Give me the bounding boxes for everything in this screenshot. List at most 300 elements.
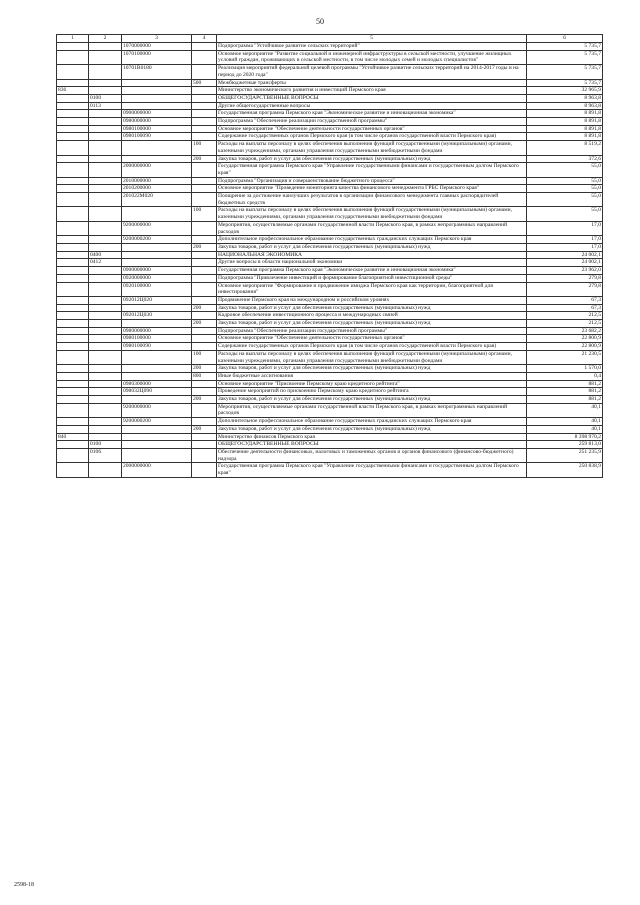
expense-type-cell [192, 125, 217, 133]
expense-type-cell [192, 418, 217, 426]
amount-cell: 5 735,7 [527, 65, 603, 79]
ministry-code-cell [57, 243, 89, 251]
ministry-code-cell [57, 193, 89, 207]
target-article-cell: 2000000000 [122, 163, 192, 177]
expense-type-cell [192, 448, 217, 462]
amount-cell: 17,0 [527, 236, 603, 244]
section-code-cell [89, 343, 122, 351]
description-cell: Подпрограмма "Привлечение инвестиций и формирование благоприятной инвестиционной среды" [217, 274, 527, 282]
ministry-code-cell [57, 350, 89, 364]
description-cell: ОБЩЕГОСУДАРСТВЕННЫЕ ВОПРОСЫ [217, 94, 527, 102]
ministry-code-cell [57, 50, 89, 64]
target-article-cell [122, 425, 192, 433]
amount-cell: 24 002,1 [527, 259, 603, 267]
description-cell: Поощрение за достижение наилучших результатов в организации финансового менеджмента главных распорядителей бюджетных средств [217, 193, 527, 207]
description-cell: Закупка товаров, работ и услуг для обеспечения государственных (муниципальных) нужд [217, 304, 527, 312]
ministry-code-cell [57, 388, 89, 396]
amount-cell: 8 963,8 [527, 94, 603, 102]
target-article-cell: 2010200000 [122, 185, 192, 193]
target-article-cell [122, 207, 192, 221]
section-code-cell [89, 296, 122, 304]
target-article-cell: 0980100090 [122, 133, 192, 141]
target-article-cell: 0980100000 [122, 125, 192, 133]
section-code-cell [89, 221, 122, 235]
amount-cell: 17,0 [527, 243, 603, 251]
amount-cell: 40,1 [527, 418, 603, 426]
ministry-code-cell [57, 335, 89, 343]
table-row [57, 418, 603, 426]
amount-cell: 55,0 [527, 207, 603, 221]
description-cell: Мероприятия, осуществляемые органами государственной власти Пермского края, в рамках непрограммных направлений расходов [217, 221, 527, 235]
ministry-code-cell [57, 372, 89, 380]
ministry-code-cell [57, 312, 89, 320]
section-code-cell [89, 125, 122, 133]
table-row [57, 396, 603, 404]
ministry-code-cell [57, 274, 89, 282]
description-cell: Министерство финансов Пермского края [217, 433, 527, 441]
description-cell: Другие общегосударственные вопросы [217, 102, 527, 110]
amount-cell: 251 235,9 [527, 448, 603, 462]
section-code-cell [89, 274, 122, 282]
expense-type-cell [192, 87, 217, 95]
section-code-cell [89, 388, 122, 396]
section-code-cell: 0412 [89, 259, 122, 267]
target-article-cell: 0980100000 [122, 335, 192, 343]
description-cell: Закупка товаров, работ и услуг для обеспечения государственных (муниципальных) нужд [217, 155, 527, 163]
table-row [57, 155, 603, 163]
table-row [57, 274, 603, 282]
description-cell: Закупка товаров, работ и услуг для обеспечения государственных (муниципальных) нужд [217, 396, 527, 404]
section-code-cell [89, 79, 122, 87]
ministry-code-cell [57, 163, 89, 177]
ministry-code-cell: 840 [57, 433, 89, 441]
expense-type-cell [192, 343, 217, 351]
expense-type-cell: 200 [192, 304, 217, 312]
table-row [57, 343, 603, 351]
section-code-cell [89, 50, 122, 64]
table-row [57, 79, 603, 87]
target-article-cell: 0980100090 [122, 343, 192, 351]
expense-type-cell [192, 177, 217, 185]
expense-type-cell [192, 388, 217, 396]
ministry-code-cell [57, 448, 89, 462]
description-cell: Государственная программа Пермского края "Управление государственными финансами и государственным долгом Пермского края" [217, 463, 527, 477]
target-article-cell: 1070000000 [122, 43, 192, 51]
section-code-cell: 0100 [89, 441, 122, 449]
section-code-cell [89, 267, 122, 275]
amount-cell: 0,4 [527, 372, 603, 380]
target-article-cell [122, 94, 192, 102]
table-row [57, 177, 603, 185]
amount-cell: 8 891,8 [527, 125, 603, 133]
ministry-code-cell [57, 110, 89, 118]
description-cell: Основное мероприятие "Проведение мониторинга качества финансового менеджмента ГРБС Пермского края" [217, 185, 527, 193]
description-cell: Дополнительное профессиональное образование государственных гражданских служащих Пермского края [217, 418, 527, 426]
section-code-cell: 0113 [89, 102, 122, 110]
description-cell: Государственная программа Пермского края "Управление государственными финансами и государственным долгом Пермского края" [217, 163, 527, 177]
table-row [57, 304, 603, 312]
description-cell: Содержание государственных органов Пермского края (в том числе органов государственной власти Пермского края) [217, 343, 527, 351]
expense-type-cell [192, 403, 217, 417]
amount-cell: 212,5 [527, 312, 603, 320]
description-cell: Подпрограмма "Организация и совершенствование бюджетного процесса" [217, 177, 527, 185]
table-body [57, 43, 603, 478]
amount-cell: 22 800,9 [527, 343, 603, 351]
description-cell: Расходы на выплаты персоналу в целях обеспечения выполнения функций государственными (муниципальными) органами, казенными учреждениями, органами управления государственными внебюджетными фондами [217, 141, 527, 155]
table-row [57, 463, 603, 477]
table-row [57, 133, 603, 141]
amount-cell: 1 570,0 [527, 365, 603, 373]
table-row [57, 221, 603, 235]
description-cell: Расходы на выплаты персоналу в целях обеспечения выполнения функций государственными (муниципальными) органами, казенными учреждениями, органами управления государственными внебюджетными фондами [217, 350, 527, 364]
table-row [57, 259, 603, 267]
expense-type-cell [192, 236, 217, 244]
section-code-cell [89, 312, 122, 320]
expense-type-cell [192, 259, 217, 267]
amount-cell: 17,0 [527, 221, 603, 235]
table-row [57, 388, 603, 396]
expense-type-cell [192, 282, 217, 296]
target-article-cell: 1070100000 [122, 50, 192, 64]
expense-type-cell [192, 251, 217, 259]
ministry-code-cell [57, 102, 89, 110]
table-row [57, 65, 603, 79]
expense-type-cell [192, 43, 217, 51]
description-cell: Закупка товаров, работ и услуг для обеспечения государственных (муниципальных) нужд [217, 320, 527, 328]
ministry-code-cell [57, 463, 89, 477]
section-code-cell [89, 403, 122, 417]
section-code-cell [89, 327, 122, 335]
section-code-cell [89, 163, 122, 177]
table-row [57, 380, 603, 388]
expense-type-cell: 100 [192, 350, 217, 364]
amount-cell: 55,0 [527, 193, 603, 207]
table-row [57, 403, 603, 417]
amount-cell: 23 682,2 [527, 327, 603, 335]
amount-cell: 881,2 [527, 380, 603, 388]
table-row [57, 243, 603, 251]
description-cell: Основное мероприятие "Обеспечение деятельности государственных органов" [217, 125, 527, 133]
target-article-cell [122, 304, 192, 312]
table-row [57, 118, 603, 126]
amount-cell: 24 002,1 [527, 251, 603, 259]
section-code-cell [89, 304, 122, 312]
expense-type-cell [192, 50, 217, 64]
section-code-cell: 0106 [89, 448, 122, 462]
description-cell: Дополнительное профессиональное образование государственных гражданских служащих Пермского края [217, 236, 527, 244]
ministry-code-cell [57, 221, 89, 235]
expense-type-cell [192, 118, 217, 126]
target-article-cell [122, 141, 192, 155]
expense-type-cell [192, 163, 217, 177]
target-article-cell: 9200000200 [122, 418, 192, 426]
table-row [57, 50, 603, 64]
amount-cell: 5 735,7 [527, 50, 603, 64]
expense-type-cell [192, 433, 217, 441]
target-article-cell [122, 87, 192, 95]
description-cell: Другие вопросы в области национальной экономики [217, 259, 527, 267]
ministry-code-cell [57, 125, 89, 133]
expense-type-cell [192, 267, 217, 275]
table-row [57, 125, 603, 133]
ministry-code-cell [57, 177, 89, 185]
target-article-cell: 0900000000 [122, 110, 192, 118]
table-row [57, 441, 603, 449]
table-row [57, 267, 603, 275]
expense-type-cell [192, 296, 217, 304]
ministry-code-cell: 836 [57, 87, 89, 95]
description-cell: Подпрограмма "Устойчивое развитие сельских территорий" [217, 43, 527, 51]
amount-cell: 250 838,9 [527, 463, 603, 477]
description-cell: Основное мероприятие "Формирование и продвижение имиджа Пермского края как территории, благоприятной для инвестирования" [217, 282, 527, 296]
amount-cell: 212,5 [527, 320, 603, 328]
expense-type-cell [192, 221, 217, 235]
table-row [57, 433, 603, 441]
ministry-code-cell [57, 282, 89, 296]
target-article-cell: 092012Ц030 [122, 312, 192, 320]
description-cell: ОБЩЕГОСУДАРСТВЕННЫЕ ВОПРОСЫ [217, 441, 527, 449]
target-article-cell: 9200000000 [122, 403, 192, 417]
header-col-5: 5 [217, 35, 527, 43]
target-article-cell: 098032Ц090 [122, 388, 192, 396]
table-row [57, 236, 603, 244]
document-code: 2598-18 [14, 882, 34, 888]
amount-cell: 259 813,0 [527, 441, 603, 449]
target-article-cell [122, 155, 192, 163]
amount-cell: 279,8 [527, 282, 603, 296]
target-article-cell: 9200000200 [122, 236, 192, 244]
section-code-cell [89, 118, 122, 126]
amount-cell: 8 398 970,2 [527, 433, 603, 441]
ministry-code-cell [57, 396, 89, 404]
header-col-2: 2 [89, 35, 122, 43]
description-cell: Кадровое обеспечение инвестиционного процесса и международных связей [217, 312, 527, 320]
amount-cell: 23 962,0 [527, 267, 603, 275]
table-row [57, 94, 603, 102]
table-row [57, 320, 603, 328]
description-cell: Основное мероприятие "Обеспечение деятельности государственных органов" [217, 335, 527, 343]
target-article-cell: 092012Ц020 [122, 296, 192, 304]
ministry-code-cell [57, 296, 89, 304]
description-cell: Основное мероприятие "Развитие социальной и инженерной инфраструктуры в сельской местности, улучшение жилищных условий граждан, проживающих в сельской местности, в том числе молодых семей и молодых специалистов" [217, 50, 527, 64]
expense-type-cell [192, 133, 217, 141]
section-code-cell [89, 365, 122, 373]
description-cell: Иные бюджетные ассигнования [217, 372, 527, 380]
expense-type-cell [192, 65, 217, 79]
target-article-cell: 2010000000 [122, 177, 192, 185]
ministry-code-cell [57, 133, 89, 141]
amount-cell: 8 891,8 [527, 133, 603, 141]
amount-cell: 40,1 [527, 403, 603, 417]
section-code-cell [89, 65, 122, 79]
table-row [57, 110, 603, 118]
amount-cell: 8 891,8 [527, 110, 603, 118]
expense-type-cell [192, 274, 217, 282]
budget-table [56, 34, 603, 478]
section-code-cell [89, 380, 122, 388]
ministry-code-cell [57, 65, 89, 79]
table-row [57, 327, 603, 335]
amount-cell: 32 965,9 [527, 87, 603, 95]
header-col-6: 6 [527, 35, 603, 43]
section-code-cell [89, 433, 122, 441]
table-row [57, 102, 603, 110]
table-row [57, 251, 603, 259]
description-cell: Подпрограмма "Обеспечение реализации государственной программы" [217, 118, 527, 126]
target-article-cell: 0920100000 [122, 282, 192, 296]
section-code-cell [89, 193, 122, 207]
description-cell: Подпрограмма "Обеспечение реализации государственной программы" [217, 327, 527, 335]
table-row [57, 193, 603, 207]
description-cell: Межбюджетные трансферты [217, 79, 527, 87]
table-row [57, 185, 603, 193]
section-code-cell [89, 141, 122, 155]
section-code-cell [89, 155, 122, 163]
amount-cell: 372,6 [527, 155, 603, 163]
expense-type-cell [192, 110, 217, 118]
expense-type-cell [192, 327, 217, 335]
ministry-code-cell [57, 380, 89, 388]
ministry-code-cell [57, 343, 89, 351]
section-code-cell [89, 372, 122, 380]
description-cell: Реализация мероприятий федеральной целевой программы "Устойчивое развитие сельских территорий на 2014-2017 годы и на период до 2020 года" [217, 65, 527, 79]
description-cell: Содержание государственных органов Пермского края (в том числе органов государственной власти Пермского края) [217, 133, 527, 141]
ministry-code-cell [57, 365, 89, 373]
expense-type-cell: 100 [192, 207, 217, 221]
target-article-cell [122, 320, 192, 328]
expense-type-cell: 200 [192, 155, 217, 163]
section-code-cell [89, 243, 122, 251]
section-code-cell [89, 110, 122, 118]
description-cell: Расходы на выплаты персоналу в целях обеспечения выполнения функций государственными (муниципальными) органами, казенными учреждениями, органами управления государственными внебюджетными фондами [217, 207, 527, 221]
ministry-code-cell [57, 185, 89, 193]
description-cell: Обеспечение деятельности финансовых, налоговых и таможенных органов и органов финансового (финансово-бюджетного) надзора [217, 448, 527, 462]
expense-type-cell [192, 94, 217, 102]
table-row [57, 87, 603, 95]
amount-cell: 881,2 [527, 396, 603, 404]
expense-type-cell: 800 [192, 372, 217, 380]
expense-type-cell [192, 463, 217, 477]
target-article-cell [122, 243, 192, 251]
table-row [57, 335, 603, 343]
target-article-cell: 0920000000 [122, 274, 192, 282]
section-code-cell [89, 133, 122, 141]
ministry-code-cell [57, 418, 89, 426]
expense-type-cell [192, 335, 217, 343]
expense-type-cell [192, 193, 217, 207]
table-row [57, 43, 603, 51]
target-article-cell [122, 365, 192, 373]
ministry-code-cell [57, 207, 89, 221]
header-col-1: 1 [57, 35, 89, 43]
description-cell: Закупка товаров, работ и услуг для обеспечения государственных (муниципальных) нужд [217, 365, 527, 373]
target-article-cell: 0980000000 [122, 118, 192, 126]
ministry-code-cell [57, 267, 89, 275]
expense-type-cell [192, 312, 217, 320]
ministry-code-cell [57, 425, 89, 433]
section-code-cell [89, 418, 122, 426]
description-cell: Продвижение Пермского края на международном и российском уровнях [217, 296, 527, 304]
target-article-cell [122, 102, 192, 110]
amount-cell: 55,0 [527, 177, 603, 185]
target-article-cell [122, 79, 192, 87]
description-cell: Государственная программа Пермского края "Экономическое развитие и инновационная экономика" [217, 110, 527, 118]
target-article-cell: 2000000000 [122, 463, 192, 477]
target-article-cell: 0980000000 [122, 327, 192, 335]
target-article-cell [122, 259, 192, 267]
section-code-cell: 0400 [89, 251, 122, 259]
amount-cell: 5 735,7 [527, 79, 603, 87]
section-code-cell [89, 207, 122, 221]
section-code-cell [89, 87, 122, 95]
ministry-code-cell [57, 43, 89, 51]
description-cell: Министерство экономического развития и инвестиций Пермского края [217, 87, 527, 95]
header-col-4: 4 [192, 35, 217, 43]
description-cell: Основное мероприятие "Присвоение Пермскому краю кредитного рейтинга" [217, 380, 527, 388]
expense-type-cell: 500 [192, 79, 217, 87]
target-article-cell [122, 448, 192, 462]
section-code-cell [89, 425, 122, 433]
header-col-3: 3 [122, 35, 192, 43]
target-article-cell [122, 396, 192, 404]
description-cell: Закупка товаров, работ и услуг для обеспечения государственных (муниципальных) нужд [217, 243, 527, 251]
target-article-cell [122, 433, 192, 441]
amount-cell: 55,0 [527, 163, 603, 177]
section-code-cell [89, 350, 122, 364]
amount-cell: 67,3 [527, 296, 603, 304]
amount-cell: 8 963,8 [527, 102, 603, 110]
description-cell: НАЦИОНАЛЬНАЯ ЭКОНОМИКА [217, 251, 527, 259]
section-code-cell [89, 282, 122, 296]
ministry-code-cell [57, 327, 89, 335]
amount-cell: 21 230,5 [527, 350, 603, 364]
expense-type-cell [192, 185, 217, 193]
table-row [57, 448, 603, 462]
ministry-code-cell [57, 403, 89, 417]
ministry-code-cell [57, 236, 89, 244]
expense-type-cell [192, 102, 217, 110]
description-cell: Мероприятия, осуществляемые органами государственной власти Пермского края, в рамках непрограммных направлений расходов [217, 403, 527, 417]
target-article-cell: 201022M020 [122, 193, 192, 207]
expense-type-cell: 200 [192, 320, 217, 328]
table-row [57, 350, 603, 364]
target-article-cell: 10701R0180 [122, 65, 192, 79]
table-row [57, 425, 603, 433]
table-row [57, 282, 603, 296]
section-code-cell: 0100 [89, 94, 122, 102]
expense-type-cell: 200 [192, 396, 217, 404]
amount-cell: 8 519,2 [527, 141, 603, 155]
table-row [57, 296, 603, 304]
table-row [57, 372, 603, 380]
ministry-code-cell [57, 155, 89, 163]
section-code-cell [89, 396, 122, 404]
section-code-cell [89, 43, 122, 51]
table-row [57, 365, 603, 373]
ministry-code-cell [57, 79, 89, 87]
expense-type-cell: 100 [192, 141, 217, 155]
target-article-cell: 0900000000 [122, 267, 192, 275]
amount-cell: 881,2 [527, 388, 603, 396]
description-cell: Проведение мероприятий по присвоению Пермскому краю кредитного рейтинга [217, 388, 527, 396]
page-number: 50 [316, 17, 324, 26]
target-article-cell: 9200000000 [122, 221, 192, 235]
ministry-code-cell [57, 94, 89, 102]
section-code-cell [89, 185, 122, 193]
amount-cell: 8 891,8 [527, 118, 603, 126]
ministry-code-cell [57, 320, 89, 328]
expense-type-cell: 200 [192, 243, 217, 251]
